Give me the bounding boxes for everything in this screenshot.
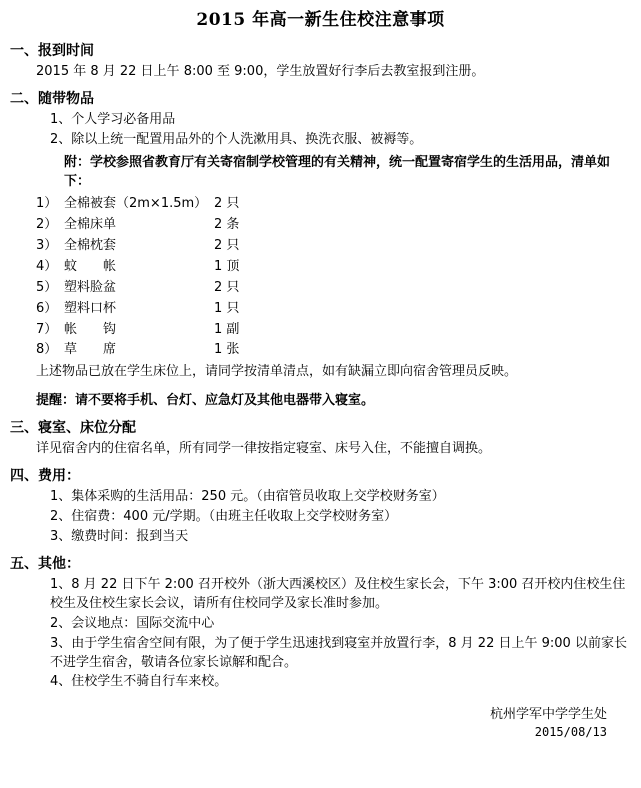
page-title: 2015 年高一新生住校注意事项 bbox=[196, 10, 445, 30]
reminder-text: 提醒：请不要将手机、台灯、应急灯及其他电器带入寝室。 bbox=[36, 393, 375, 409]
item-qty: 1 副 bbox=[214, 321, 240, 337]
item-name: 帐 钩 bbox=[64, 321, 117, 337]
supply-list-table bbox=[36, 194, 239, 361]
section-heading-4: 四、费用： bbox=[10, 468, 80, 485]
item-qty: 2 只 bbox=[214, 279, 240, 295]
item-name: 全棉床单 bbox=[64, 217, 117, 233]
item-qty: 2 只 bbox=[214, 238, 240, 254]
item-index: 3） bbox=[36, 238, 58, 254]
table-row bbox=[36, 299, 239, 320]
table-row bbox=[36, 215, 239, 236]
section-4-paragraph-2: 2、住宿费：400 元/学期。（由班主任收取上交学校财务室） bbox=[50, 509, 398, 525]
section-2-paragraph-1: 1、个人学习必备用品 bbox=[50, 112, 176, 128]
table-row bbox=[36, 320, 239, 341]
section-heading-3: 三、寝室、床位分配 bbox=[10, 419, 136, 436]
table-row bbox=[36, 257, 239, 278]
section-5-paragraph-1: 1、8 月 22 日下午 2:00 召开校外（浙大西溪校区）及住校生家长会，下午 3:00 召开校内住校生住校生及住校生家长会议，请所有住校同学及家长准时参加。 bbox=[50, 577, 626, 611]
table-row bbox=[36, 194, 239, 215]
signature-date: 2015/08/13 bbox=[534, 725, 607, 740]
item-name: 草 席 bbox=[64, 342, 117, 358]
table-row bbox=[36, 340, 239, 361]
section-heading-2: 二、随带物品 bbox=[10, 90, 94, 107]
section-heading-5: 五、其他： bbox=[10, 555, 80, 572]
section-heading-1: 一、报到时间 bbox=[10, 42, 94, 59]
supply-list-footnote: 上述物品已放在学生床位上，请同学按清单清点，如有缺漏立即向宿舍管理员反映。 bbox=[36, 364, 518, 380]
item-index: 5） bbox=[36, 279, 58, 295]
table-row bbox=[36, 236, 239, 257]
section-2-paragraph-2: 2、除以上统一配置用品外的个人洗漱用具、换洗衣服、被褥等。 bbox=[50, 131, 423, 147]
signature-organization: 杭州学军中学学生处 bbox=[489, 707, 607, 723]
item-qty: 1 顶 bbox=[214, 258, 240, 274]
section-5-paragraph-2: 2、会议地点：国际交流中心 bbox=[50, 615, 215, 631]
section-4-paragraph-1: 1、集体采购的生活用品：250 元。（由宿管员收取上交学校财务室） bbox=[50, 489, 445, 505]
item-index: 8） bbox=[36, 342, 58, 358]
table-row bbox=[36, 278, 239, 299]
section-4-paragraph-3: 3、缴费时间：报到当天 bbox=[50, 529, 189, 545]
item-index: 7） bbox=[36, 321, 58, 337]
section-5-paragraph-4: 4、住校学生不骑自行车来校。 bbox=[50, 674, 228, 690]
section-5-paragraph-3: 3、由于学生宿舍空间有限，为了便于学生迅速找到寝室并放置行李，8 月 22 日上午 9:00 以前家长不进学生宿舍，敬请各位家长谅解和配合。 bbox=[50, 635, 627, 670]
item-name: 全棉枕套 bbox=[64, 238, 117, 254]
item-index: 1） bbox=[36, 196, 58, 212]
item-index: 2） bbox=[36, 217, 58, 233]
item-index: 6） bbox=[36, 300, 58, 316]
item-qty: 2 只 bbox=[214, 196, 240, 212]
item-qty: 1 张 bbox=[214, 342, 240, 358]
item-name: 塑料口杯 bbox=[64, 300, 117, 316]
item-name: 塑料脸盆 bbox=[64, 279, 117, 295]
item-qty: 2 条 bbox=[214, 217, 240, 233]
item-name: 蚊 帐 bbox=[64, 258, 117, 274]
section-3-paragraph-1: 详见宿舍内的住宿名单，所有同学一律按指定寝室、床号入住，不能擅自调换。 bbox=[36, 441, 492, 457]
attachment-note: 附：学校参照省教育厅有关寄宿制学校管理的有关精神，统一配置寄宿学生的生活用品，清单如下： bbox=[64, 154, 611, 189]
signature-block bbox=[10, 706, 631, 741]
item-index: 4） bbox=[36, 258, 58, 274]
item-qty: 1 只 bbox=[214, 300, 240, 316]
item-name: 全棉被套（2m×1.5m） bbox=[64, 196, 208, 212]
section-1-paragraph-1: 2015 年 8 月 22 日上午 8:00 至 9:00，学生放置好行李后去教室报到注册。 bbox=[36, 63, 485, 79]
